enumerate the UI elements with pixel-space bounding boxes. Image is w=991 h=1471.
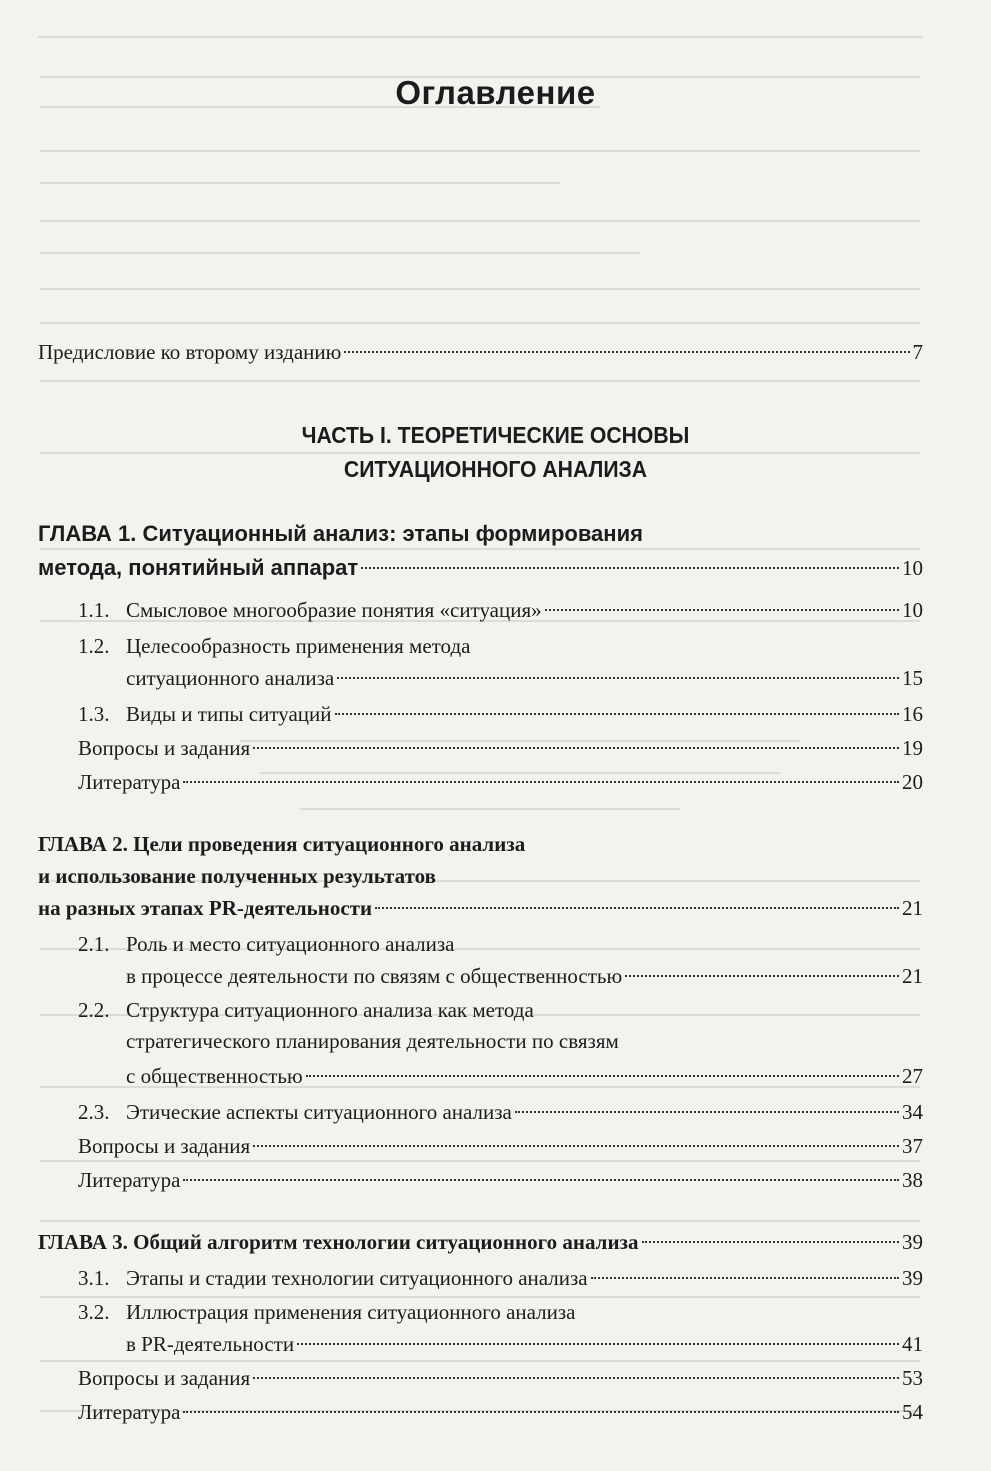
dot-leader xyxy=(335,713,899,715)
toc-entry-title: Литература xyxy=(78,1400,181,1424)
toc-literature-1[interactable] xyxy=(78,770,923,795)
toc-section-3-1[interactable] xyxy=(78,1266,923,1291)
toc-entry-title: Вопросы и задания xyxy=(78,736,251,760)
toc-section-1-3[interactable] xyxy=(78,702,923,727)
toc-page-number: 39 xyxy=(902,1266,923,1290)
toc-page-number: 7 xyxy=(912,340,923,364)
dot-leader xyxy=(591,1277,899,1279)
chapter-title-line: ГЛАВА 2. Цели проведения ситуационного анализа xyxy=(38,832,526,856)
toc-page-number: 21 xyxy=(902,964,923,988)
dot-leader xyxy=(361,567,899,569)
toc-page-number: 16 xyxy=(902,702,923,726)
section-number: 2.1. xyxy=(78,932,110,956)
toc-questions-3[interactable] xyxy=(78,1366,923,1391)
section-number: 1.3. xyxy=(78,702,110,726)
toc-section-2-2-end[interactable] xyxy=(78,1064,923,1089)
chapter-title-line: ГЛАВА 1. Ситуационный анализ: этапы формирования xyxy=(38,521,643,546)
toc-page-number: 15 xyxy=(902,666,923,690)
toc-section-2-1[interactable] xyxy=(78,932,923,957)
toc-questions-1[interactable] xyxy=(78,736,923,761)
page-title: Оглавление xyxy=(395,74,596,111)
toc-page-number: 41 xyxy=(902,1332,923,1356)
toc-page-number: 19 xyxy=(902,736,923,760)
toc-entry-title: Литература xyxy=(78,770,181,794)
dot-leader xyxy=(253,1145,899,1147)
toc-questions-2[interactable] xyxy=(78,1134,923,1159)
toc-page-number: 53 xyxy=(902,1366,923,1390)
toc-page-number: 20 xyxy=(902,770,923,794)
section-title: Целесообразность применения метода xyxy=(126,634,471,658)
dot-leader xyxy=(183,1411,899,1413)
chapter-2-heading[interactable] xyxy=(38,828,923,892)
section-title-cont: ситуационного анализа xyxy=(126,666,335,690)
section-title: Этические аспекты ситуационного анализа xyxy=(126,1100,512,1124)
section-number: 3.2. xyxy=(78,1300,110,1324)
toc-page-number: 39 xyxy=(902,1230,923,1254)
toc-literature-2[interactable] xyxy=(78,1168,923,1193)
section-title-cont: с общественностью xyxy=(126,1064,303,1088)
chapter-title-line: на разных этапах PR-деятельности xyxy=(38,896,373,920)
dot-leader xyxy=(344,351,909,353)
toc-page-number: 54 xyxy=(902,1400,923,1424)
section-number: 3.1. xyxy=(78,1266,110,1290)
toc-entry-preface[interactable] xyxy=(38,340,923,365)
chapter-1-heading[interactable] xyxy=(38,518,923,550)
chapter-title-line: и использование полученных результатов xyxy=(38,864,436,888)
dot-leader xyxy=(297,1343,899,1345)
dot-leader xyxy=(183,1179,899,1181)
dot-leader xyxy=(306,1075,899,1077)
section-number: 1.1. xyxy=(78,598,110,622)
toc-section-1-2[interactable] xyxy=(78,634,923,659)
section-title: Структура ситуационного анализа как метода xyxy=(126,998,534,1022)
header-rule xyxy=(38,8,923,38)
section-title: Этапы и стадии технологии ситуационного анализа xyxy=(126,1266,588,1290)
section-number: 2.3. xyxy=(78,1100,110,1124)
toc-entry-title: Предисловие ко второму изданию xyxy=(38,340,342,364)
toc-page-number: 34 xyxy=(902,1100,923,1124)
toc-section-3-2-end[interactable] xyxy=(78,1332,923,1357)
section-title-cont: стратегического планирования деятельности по связям xyxy=(126,1029,619,1053)
toc-page-number: 10 xyxy=(902,556,923,580)
chapter-3-heading[interactable] xyxy=(38,1226,923,1258)
section-title: Иллюстрация применения ситуационного анализа xyxy=(126,1300,576,1324)
dot-leader xyxy=(253,747,899,749)
section-title-cont: в процессе деятельности по связям с общественностью xyxy=(126,964,623,988)
part-heading xyxy=(40,418,952,486)
toc-page-number: 37 xyxy=(902,1134,923,1158)
chapter-2-heading-end[interactable] xyxy=(38,892,923,924)
part-heading-line2: СИТУАЦИОННОГО АНАЛИЗА xyxy=(343,456,648,482)
dot-leader xyxy=(253,1377,899,1379)
toc-literature-3[interactable] xyxy=(78,1400,923,1425)
section-number: 1.2. xyxy=(78,634,110,658)
section-title: Виды и типы ситуаций xyxy=(126,702,332,726)
chapter-1-heading-end[interactable] xyxy=(38,552,923,584)
toc-section-3-2[interactable] xyxy=(78,1300,923,1325)
dot-leader xyxy=(515,1111,899,1113)
toc-page-number: 10 xyxy=(902,598,923,622)
toc-section-2-3[interactable] xyxy=(78,1100,923,1125)
dot-leader xyxy=(625,975,899,977)
section-number: 2.2. xyxy=(78,998,110,1022)
part-heading-line1: ЧАСТЬ I. ТЕОРЕТИЧЕСКИЕ ОСНОВЫ xyxy=(301,422,690,448)
section-title: Роль и место ситуационного анализа xyxy=(126,932,455,956)
chapter-title-line: ГЛАВА 3. Общий алгоритм технологии ситуационного анализа xyxy=(38,1230,639,1254)
dot-leader xyxy=(642,1241,900,1243)
section-title-cont: в PR-деятельности xyxy=(126,1332,295,1356)
toc-section-1-2-end[interactable] xyxy=(78,666,923,691)
section-title: Смысловое многообразие понятия «ситуация» xyxy=(126,598,542,622)
dot-leader xyxy=(183,781,899,783)
toc-page-number: 21 xyxy=(902,896,923,920)
toc-entry-title: Вопросы и задания xyxy=(78,1134,251,1158)
toc-entry-title: Литература xyxy=(78,1168,181,1192)
toc-page-number: 27 xyxy=(902,1064,923,1088)
toc-page-number: 38 xyxy=(902,1168,923,1192)
dot-leader xyxy=(545,609,899,611)
dot-leader xyxy=(375,907,899,909)
dot-leader xyxy=(337,677,899,679)
toc-section-2-2[interactable] xyxy=(78,998,923,1054)
toc-section-1-1[interactable] xyxy=(78,598,923,623)
toc-section-2-1-end[interactable] xyxy=(78,964,923,989)
chapter-title-line: метода, понятийный аппарат xyxy=(38,555,359,580)
toc-entry-title: Вопросы и задания xyxy=(78,1366,251,1390)
